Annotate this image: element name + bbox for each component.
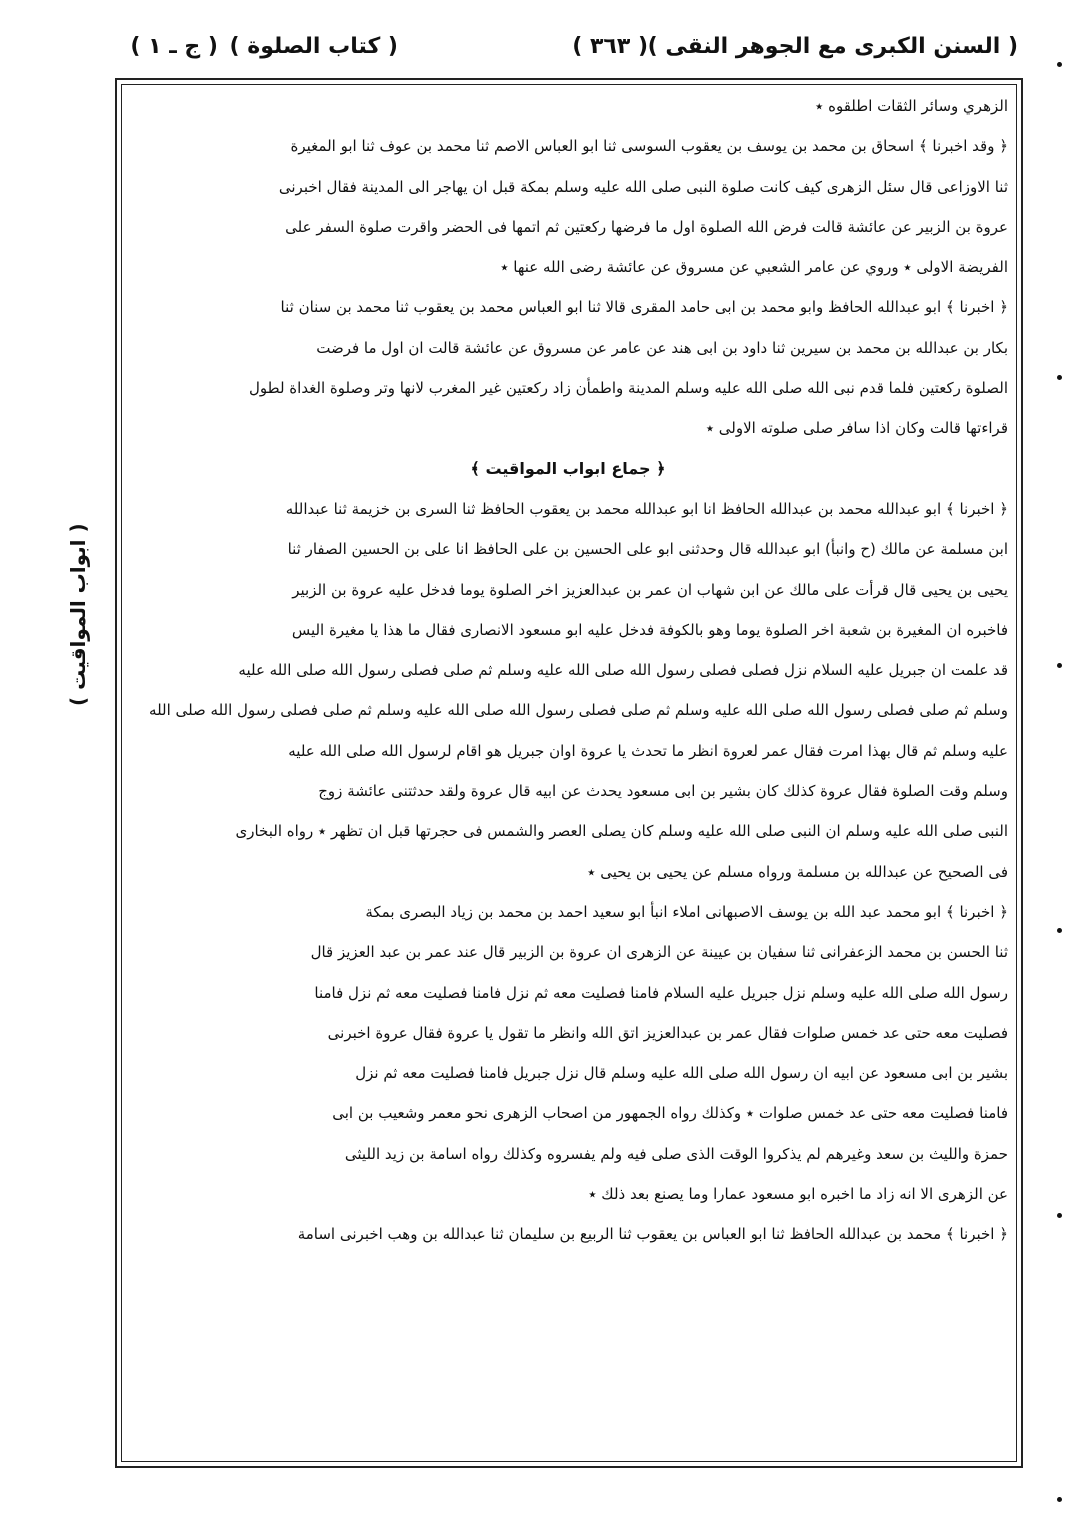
text-line: فامنا فصليت معه حتی عد خمس صلوات ٭ وكذلك رواه الجمهور من اصحاب الزهری نحو معمر وشعيب بن ابی xyxy=(332,1104,1008,1123)
text-line: فاخبره ان المغيرة بن شعبة اخر الصلوة يوما وهو بالكوفة فدخل عليه ابو مسعود الانصاری فقال ما هذا يا مغيرة اليس xyxy=(291,620,1008,639)
book-title: ( السنن الكبرى مع الجوهر النقى ) xyxy=(647,34,1018,59)
text-line: ﴿ اخبرنا ﴾ ابو عبدالله محمد بن عبدالله الحافظ انا ابو عبدالله محمد بن يعقوب الحافظ ثنا السری بن خزيمة ثنا عبدالله xyxy=(285,499,1008,518)
text-line: وسلم وقت الصلوة فقال عروة كذلك كان بشير بن ابی مسعود يحدث عن ابيه قال عروة ولقد حدثتنی عائشة زوج xyxy=(318,782,1008,801)
text-line: رسول الله صلی الله عليه وسلم نزل جبريل عليه السلام فامنا فصليت معه ثم نزل فامنا فصليت معه ثم نزل فامنا xyxy=(314,983,1008,1002)
margin-mark xyxy=(1057,663,1062,668)
text-line: ابن مسلمة عن مالك (ح وانبأ) ابو عبدالله قال وحدثنی ابو علی الحسين بن علی الحافظ انا علی بن الحسين الصفار ثنا xyxy=(287,540,1008,559)
section-heading: ﴿ جماع ابواب المواقيت ﴾ xyxy=(470,458,666,478)
margin-mark xyxy=(1057,62,1062,67)
text-line: فصليت معه حتی عد خمس صلوات فقال عمر بن عبدالعزيز اتق الله وانظر ما تقول يا عروة فقال عروة اخبرنی xyxy=(327,1023,1008,1042)
text-line: حمزة والليث بن سعد وغيرهم لم يذكروا الوقت الذی صلی فيه ولم يفسروه وكذلك رواه اسامة بن زيد الليثی xyxy=(344,1144,1008,1163)
page-header xyxy=(118,30,1018,80)
chapter-title: ( كتاب الصلوة ) xyxy=(229,34,398,59)
text-line: ثنا الاوزاعی قال سئل الزهری كيف كانت صلوة النبی صلی الله عليه وسلم بمكة قبل ان يهاجر الی المدينة فقال اخبرنی xyxy=(278,177,1008,196)
text-line: ﴿ اخبرنا ﴾ ابو محمد عبد الله بن يوسف الاصبهانی املاء انبأ ابو سعيد احمد بن محمد بن زياد البصری بمكة xyxy=(365,902,1008,921)
main-text xyxy=(122,86,1014,1466)
text-line: الزهري وسائر الثقات اطلقوه ٭ xyxy=(815,97,1008,115)
text-line: الفريضة الاولی ٭ وروي عن عامر الشعبي عن مسروق عن عائشة رضی الله عنها ٭ xyxy=(500,258,1008,277)
margin-mark xyxy=(1057,1213,1062,1218)
text-line: النبی صلی الله عليه وسلم ان النبی صلی الله عليه وسلم كان يصلی العصر والشمس فی حجرتها قبل ان تظهر ٭ رواه البخاری xyxy=(235,822,1008,841)
text-line: عن الزهری الا انه زاد ما اخبره ابو مسعود عمارا وما يصنع بعد ذلك ٭ xyxy=(588,1185,1008,1204)
text-line: الصلوة ركعتين فلما قدم نبی الله صلی الله عليه وسلم المدينة واطمأن زاد ركعتين غير المغرب لانها وتر وصلوة الغداة لطول xyxy=(249,379,1008,398)
side-section-title: ( ابواب المواقيت ) xyxy=(66,523,90,707)
text-line: يحيى بن يحيى قال قرأت علی مالك عن ابن شهاب ان عمر بن عبدالعزيز اخر الصلوة يوما فدخل عليه عروة بن الزبير xyxy=(292,580,1008,599)
text-line: بكار بن عبدالله بن محمد بن سيرين ثنا داود بن ابی هند عن عامر عن مسروق عن عائشة قالت ان اول ما فرضت xyxy=(316,338,1008,357)
text-line: ﴿ اخبرنا ﴾ محمد بن عبدالله الحافظ ثنا ابو العباس بن يعقوب ثنا الربيع بن سليمان ثنا عبدالله بن وهب اخبرنی اسامة xyxy=(297,1225,1008,1244)
text-line: عروة بن الزبير عن عائشة قالت فرض الله الصلوة اول ما فرضها ركعتين ثم اتمها فی الحضر واقرت صلوة السفر علی xyxy=(285,217,1008,236)
text-line: عليه وسلم ثم قال بهذا امرت فقال عمر لعروة انظر ما تحدث يا عروة اوان جبريل هو اقام لرسول الله صلی الله عليه xyxy=(288,741,1008,760)
text-line: فی الصحيح عن عبدالله بن مسلمة ورواه مسلم عن يحيى بن يحيى ٭ xyxy=(587,862,1008,881)
text-line: قراءتها قالت وكان اذا سافر صلی صلوته الاولی ٭ xyxy=(705,419,1008,438)
page-number: ( ٣٦٣ ) xyxy=(572,34,648,59)
text-line: ﴿ اخبرنا ﴾ ابو عبدالله الحافظ وابو محمد بن ابی حامد المقری قالا ثنا ابو العباس محمد بن يعقوب ثنا محمد بن سنان ثنا xyxy=(280,298,1008,317)
volume-number: ( ج ـ ١ ) xyxy=(130,34,218,59)
margin-mark xyxy=(1057,928,1062,933)
text-line: ثنا الحسن بن محمد الزعفرانی ثنا سفيان بن عيينة عن الزهری ان عروة بن الزبير قال عند عمر بن عبد العزيز قال xyxy=(310,943,1008,962)
text-line: قد علمت ان جبريل عليه السلام نزل فصلی فصلی رسول الله صلی الله عليه وسلم ثم صلی فصلی رسول الله صلی الله عليه xyxy=(238,661,1008,680)
margin-mark xyxy=(1057,1497,1062,1502)
text-line: وسلم ثم صلی فصلی رسول الله صلی الله عليه وسلم ثم صلی فصلی رسول الله صلی الله عليه وسلم ثم صلی فصلی رسول الله صلی الله xyxy=(149,701,1008,720)
text-line: ﴿ وقد اخبرنا ﴾ اسحاق بن محمد بن يوسف بن يعقوب السوسی ثنا ابو العباس الاصم ثنا محمد بن عوف ثنا ابو المغيرة xyxy=(290,137,1008,156)
text-line: بشير بن ابی مسعود عن ابيه ان رسول الله صلی الله عليه وسلم قال نزل جبريل فامنا فصليت معه ثم نزل xyxy=(355,1064,1008,1083)
margin-mark xyxy=(1057,375,1062,380)
